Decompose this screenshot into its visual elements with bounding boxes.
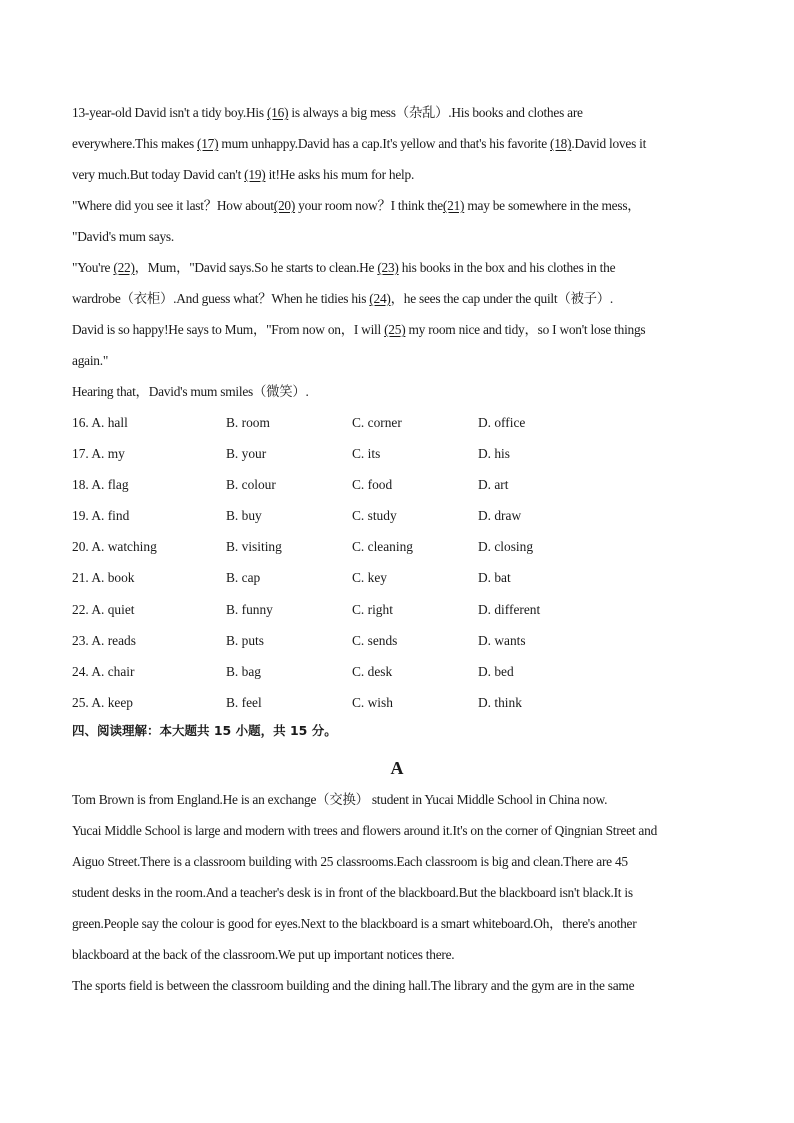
text-segment: my room nice and tidy，so I won't lose things — [405, 322, 646, 337]
option-row — [72, 410, 722, 441]
passage-title: A — [390, 757, 404, 778]
text-segment: 13-year-old David isn't a tidy boy.His — [72, 105, 267, 120]
option-a: 25. A. keep — [72, 694, 133, 710]
passage-line: Tom Brown is from England.He is an exchange（交换） student in Yucai Middle School in China now. — [72, 791, 608, 807]
option-a: 21. A. book — [72, 570, 135, 586]
option-d: D. bat — [478, 570, 511, 586]
option-d: D. bed — [478, 663, 514, 679]
option-a: 24. A. chair — [72, 663, 135, 679]
option-b: B. bag — [226, 663, 261, 679]
option-c: C. sends — [352, 632, 398, 648]
option-a: 20. A. watching — [72, 539, 157, 555]
option-c: C. wish — [352, 694, 393, 710]
option-c: C. cleaning — [352, 539, 413, 555]
option-a: 23. A. reads — [72, 632, 136, 648]
cloze-line-8 — [72, 317, 722, 348]
option-d: D. different — [478, 601, 541, 617]
blank-18: (18) — [550, 136, 572, 151]
passage-line: The sports field is between the classroom building and the dining hall.The library and the gym are in the same — [72, 977, 635, 993]
option-b: B. funny — [226, 601, 273, 617]
option-b: B. room — [226, 415, 270, 430]
option-a: 18. A. flag — [72, 477, 129, 493]
text-segment: it!He asks his mum for help. — [265, 167, 415, 182]
option-b: B. visiting — [226, 539, 282, 555]
passage-line: blackboard at the back of the classroom.We put up important notices there. — [72, 946, 455, 962]
text-segment: Hearing that，David's mum smiles（微笑）. — [72, 384, 309, 399]
option-b: B. buy — [226, 508, 262, 524]
text-segment: your room now？I think the — [295, 198, 443, 213]
option-d: D. draw — [478, 508, 522, 524]
cloze-line-10 — [72, 379, 722, 410]
option-d: D. art — [478, 477, 509, 493]
option-row — [72, 534, 722, 565]
section-heading: 四、阅读理解：本大题共 15 小题，共 15 分。 — [72, 722, 337, 738]
text-segment: everywhere.This makes — [72, 136, 198, 151]
passage-line: student desks in the room.And a teacher's desk is in front of the blackboard.But the blackboard isn't black.It is — [72, 884, 633, 900]
passage-line: Aiguo Street.There is a classroom building with 25 classrooms.Each classroom is big and clean.There are 45 — [72, 853, 628, 869]
option-b: B. cap — [226, 570, 261, 586]
blank-16: (16) — [266, 105, 289, 120]
text-segment: is always a big mess（杂乱）.His books and clothes are — [288, 105, 583, 120]
passage-line: green.People say the colour is good for eyes.Next to the blackboard is a smart whiteboard.Oh，there's another — [72, 915, 637, 931]
option-b: B. colour — [226, 477, 276, 493]
option-b: B. puts — [226, 632, 264, 648]
option-c: C. study — [352, 508, 397, 524]
option-c: C. its — [352, 446, 381, 462]
cloze-line-1 — [72, 100, 722, 131]
option-c: C. food — [352, 477, 393, 493]
option-c: C. key — [352, 570, 387, 586]
blank-24: (24) — [369, 291, 391, 306]
option-c: C. corner — [352, 415, 402, 430]
option-d: D. office — [478, 415, 526, 430]
text-segment: mum unhappy.David has a cap.It's yellow and that's his favorite — [218, 136, 551, 151]
text-segment: .David loves it — [571, 136, 647, 151]
exam-page — [72, 100, 722, 1004]
option-row — [72, 690, 722, 721]
option-row — [72, 659, 722, 690]
option-b: B. your — [226, 446, 267, 462]
option-a: 22. A. quiet — [72, 601, 135, 617]
blank-19: (19) — [244, 167, 266, 182]
blank-22: (22) — [113, 260, 135, 275]
text-segment: again." — [72, 353, 109, 368]
cloze-line-2 — [72, 131, 722, 162]
options-list — [72, 410, 722, 721]
cloze-line-9 — [72, 348, 722, 379]
passage-line: Yucai Middle School is large and modern with trees and flowers around it.It's on the corner of Qingnian Street and — [72, 822, 658, 838]
text-segment: "Where did you see it last？How about — [72, 198, 274, 213]
text-segment: his books in the box and his clothes in the — [398, 260, 616, 275]
text-segment: wardrobe（衣柜）.And guess what？When he tidies his — [72, 291, 370, 306]
cloze-line-7 — [72, 286, 722, 317]
option-row — [72, 503, 722, 534]
text-segment: David is so happy!He says to Mum，"From now on，I will — [72, 322, 385, 337]
option-a: 19. A. find — [72, 508, 130, 524]
option-a: 17. A. my — [72, 446, 125, 462]
option-d: D. think — [478, 694, 522, 710]
cloze-line-5 — [72, 224, 722, 255]
text-segment: very much.But today David can't — [72, 167, 245, 182]
text-segment: ，he sees the cap under the quilt（被子）. — [390, 291, 614, 306]
text-segment: "David's mum says. — [72, 229, 174, 244]
text-segment: ，Mum，"David says.So he starts to clean.He — [134, 260, 378, 275]
option-row — [72, 628, 722, 659]
option-row — [72, 441, 722, 472]
blank-17: (17) — [197, 136, 219, 151]
passage-body — [72, 787, 722, 1004]
cloze-line-6 — [72, 255, 722, 286]
blank-20: (20) — [273, 198, 296, 213]
option-row — [72, 565, 722, 596]
text-segment: "You're — [72, 260, 114, 275]
blank-23: (23) — [377, 260, 399, 275]
option-d: D. his — [478, 446, 510, 462]
option-d: D. closing — [478, 539, 534, 555]
option-row — [72, 597, 722, 628]
blank-25: (25) — [384, 322, 406, 337]
text-segment: may be somewhere in the mess， — [464, 198, 641, 213]
option-c: C. desk — [352, 663, 393, 679]
cloze-line-3 — [72, 162, 722, 193]
blank-21: (21) — [442, 198, 465, 213]
option-b: B. feel — [226, 694, 262, 710]
option-a: 16. A. hall — [72, 415, 128, 430]
option-c: C. right — [352, 601, 393, 617]
cloze-line-4 — [72, 193, 722, 224]
option-d: D. wants — [478, 632, 526, 648]
option-row — [72, 472, 722, 503]
